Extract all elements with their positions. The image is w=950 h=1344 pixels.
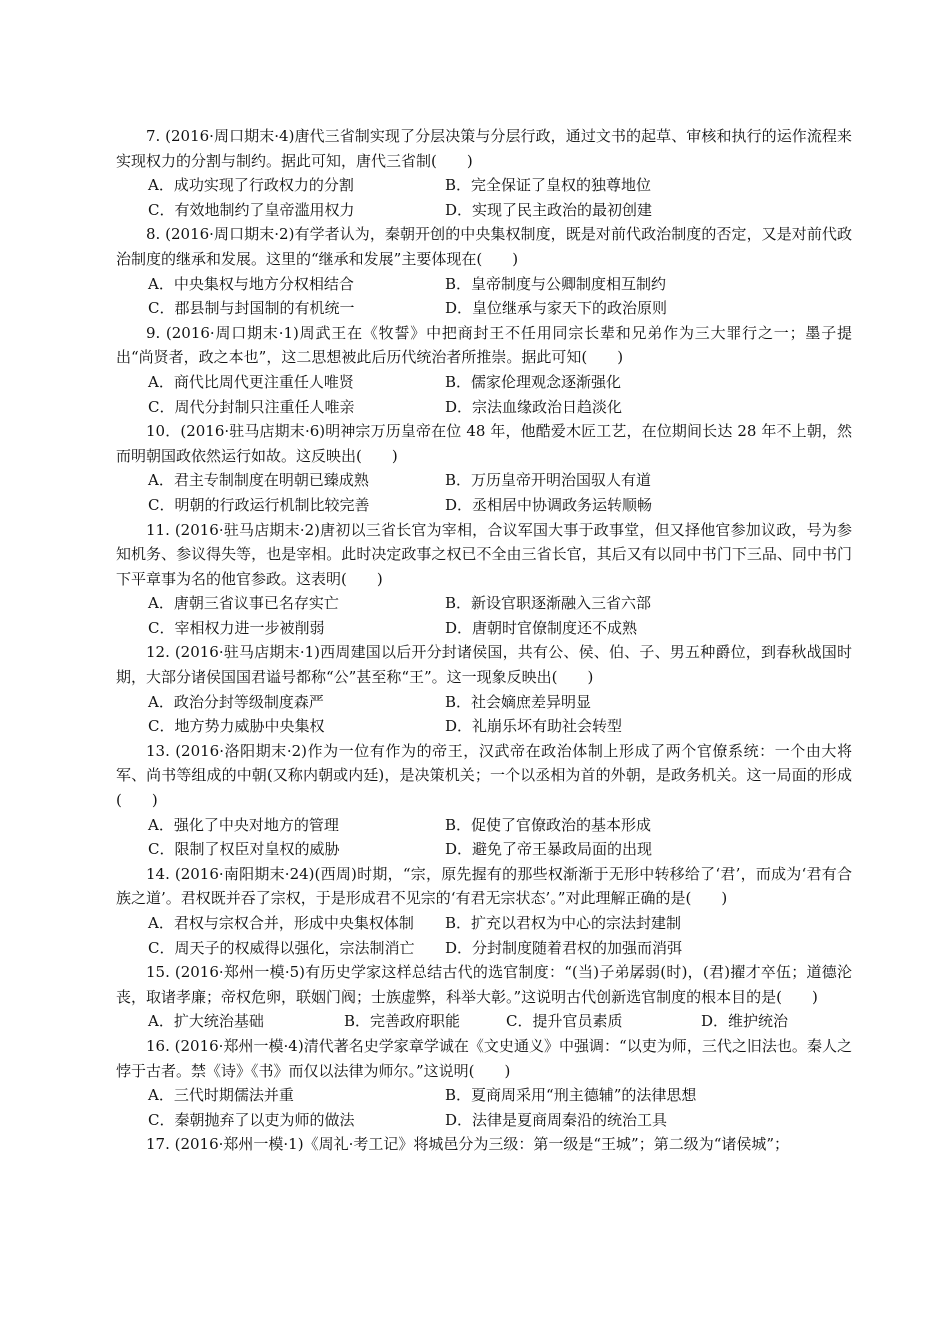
option-d: D．避免了帝王暴政局面的出现 xyxy=(445,840,653,859)
option-c: C．限制了权臣对皇权的威胁 xyxy=(148,840,340,859)
option-c: C．宰相权力进一步被削弱 xyxy=(148,618,325,637)
option-a: A．扩大统治基础 xyxy=(148,1012,264,1031)
option-b: B．夏商周采用“刑主德辅”的法律思想 xyxy=(445,1086,697,1105)
option-c: C．明朝的行政运行机制比较完善 xyxy=(148,495,370,514)
question-16 xyxy=(116,1034,852,1132)
option-a: A．唐朝三省议事已名存实亡 xyxy=(148,594,339,613)
question-11 xyxy=(116,518,852,641)
option-list xyxy=(116,1083,852,1132)
option-a: A．政治分封等级制度森严 xyxy=(148,692,324,711)
question-stem: 11. (2016·驻马店期末·2)唐初以三省长官为宰相，合议军国大事于政事堂，但又择他官参加议政，号为参知机务、参议得失等，也是宰相。此时决定政事之权已不全由三省长官，其后又有以同中书门下三品、同中书门下平章事为名的他官参政。这表明( ) xyxy=(116,520,852,588)
option-list xyxy=(116,591,852,640)
option-b: B．万历皇帝开明治国驭人有道 xyxy=(445,471,652,490)
option-a: A．君主专制制度在明朝已臻成熟 xyxy=(148,471,369,490)
option-d: D．礼崩乐坏有助社会转型 xyxy=(445,717,623,736)
question-stem: 12. (2016·驻马店期末·1)西周建国以后开分封诸侯国，共有公、侯、伯、子、男五种爵位，到春秋战国时期，大部分诸侯国国君谥号都称“公”甚至称“王”。这一现象反映出( ) xyxy=(116,643,852,687)
option-list xyxy=(116,911,852,960)
option-d: D．分封制度随着君权的加强而消弭 xyxy=(445,938,683,957)
option-c: C．周代分封制只注重任人唯亲 xyxy=(148,397,355,416)
option-a: A．君权与宗权合并，形成中央集权体制 xyxy=(148,914,414,932)
option-c: C．秦朝抛弃了以吏为师的做法 xyxy=(148,1110,355,1129)
option-d: D．丞相居中协调政务运转顺畅 xyxy=(445,495,653,514)
option-list xyxy=(116,690,852,739)
question-13 xyxy=(116,739,852,862)
option-d: D．唐朝时官僚制度还不成熟 xyxy=(445,618,638,637)
option-d: D．维护统治 xyxy=(701,1012,789,1031)
option-list xyxy=(116,173,852,222)
question-stem: 7. (2016·周口期末·4)唐代三省制实现了分层决策与分层行政，通过文书的起草、审核和执行的运作流程来实现权力的分割与制约。据此可知，唐代三省制( ) xyxy=(116,127,852,170)
question-14 xyxy=(116,862,852,960)
option-b: B．完全保证了皇权的独尊地位 xyxy=(445,176,652,195)
question-list xyxy=(116,124,852,1157)
option-c: C．有效地制约了皇帝滥用权力 xyxy=(148,200,355,219)
question-stem: 8. (2016·周口期末·2)有学者认为，秦朝开创的中央集权制度，既是对前代政治制度的否定，又是对前代政治制度的继承和发展。这里的“继承和发展”主要体现在( ) xyxy=(116,225,852,268)
option-a: A．中央集权与地方分权相结合 xyxy=(148,274,354,293)
option-d: D．宗法血缘政治日趋淡化 xyxy=(445,397,623,416)
option-list xyxy=(116,468,852,517)
question-stem: 9. (2016·周口期末·1)周武王在《牧誓》中把商封王不任用同宗长辈和兄弟作为三大罪行之一；墨子提出“尚贤者，政之本也”，这二思想被此后历代统治者所推崇。据此可知( ) xyxy=(116,323,852,367)
question-stem: 15. (2016·郑州一模·5)有历史学家这样总结古代的选官制度：“(当)子弟孱弱(时)，(君)擢才卒伍；道德沦丧，取诸孝廉；帝权危卵，联姻门阀；士族虚弊，科举大彰。”这说明古代创新选官制度的根本目的是( ) xyxy=(116,963,852,1006)
option-c: C．郡县制与封国制的有机统一 xyxy=(148,299,355,318)
question-15 xyxy=(116,960,852,1034)
option-list xyxy=(116,813,852,862)
option-list xyxy=(116,370,852,419)
option-a: A．三代时期儒法并重 xyxy=(148,1086,294,1105)
question-stem: 17. (2016·郑州一模·1)《周礼·考工记》将城邑分为三级：第一级是“王城”；第二级为“诸侯城”； xyxy=(146,1135,790,1154)
question-stem: 16. (2016·郑州一模·4)清代著名史学家章学诚在《文史通义》中强调：“以吏为师，三代之旧法也。秦人之悖于古者。禁《诗》《书》而仅以法律为师尔。”这说明( ) xyxy=(116,1036,852,1080)
option-b: B．完善政府职能 xyxy=(344,1012,461,1031)
option-b: B．扩充以君权为中心的宗法封建制 xyxy=(445,914,682,932)
option-a: A．强化了中央对地方的管理 xyxy=(148,815,339,834)
option-c: C．地方势力威胁中央集权 xyxy=(148,717,325,736)
option-d: D．皇位继承与家天下的政治原则 xyxy=(445,299,668,318)
question-12 xyxy=(116,640,852,738)
option-d: D．实现了民主政治的最初创建 xyxy=(445,200,653,219)
option-c: C．提升官员素质 xyxy=(506,1012,623,1031)
question-9 xyxy=(116,321,852,419)
option-d: D．法律是夏商周秦沿的统治工具 xyxy=(445,1110,668,1129)
option-c: C．周天子的权威得以强化，宗法制消亡 xyxy=(148,938,415,957)
question-7 xyxy=(116,124,852,222)
option-b: B．社会嫡庶差异明显 xyxy=(445,692,592,711)
option-b: B．新设官职逐渐融入三省六部 xyxy=(445,594,652,613)
option-b: B．皇帝制度与公卿制度相互制约 xyxy=(445,274,667,293)
question-stem: 10．(2016·驻马店期末·6)明神宗万历皇帝在位 48 年，他酷爱木匠工艺，在位期间长达 28 年不上朝，然而明朝国政依然运行如故。这反映出( ) xyxy=(116,422,852,465)
question-stem: 13. (2016·洛阳期末·2)作为一位有作为的帝王，汉武帝在政治体制上形成了两个官僚系统：一个由大将军、尚书等组成的中朝(又称内朝或内廷)，是决策机关；一个以丞相为首的外朝，是政务机关。这一局面的形成( ) xyxy=(116,741,852,810)
question-10 xyxy=(116,419,852,517)
option-a: A．成功实现了行政权力的分割 xyxy=(148,176,354,195)
option-b: B．促使了官僚政治的基本形成 xyxy=(445,815,652,834)
question-8 xyxy=(116,222,852,320)
option-list xyxy=(116,1009,852,1034)
option-b: B．儒家伦理观念逐渐强化 xyxy=(445,372,622,391)
option-list xyxy=(116,272,852,321)
question-stem: 14. (2016·南阳期末·24)(西周)时期，“宗，原先握有的那些权渐渐于无形中转移给了‘君’，而成为‘君有合族之道’。君权既并吞了宗权，于是形成君不见宗的‘有君无宗状态’。”对此理解正确的是( ) xyxy=(116,864,852,908)
option-a: A．商代比周代更注重任人唯贤 xyxy=(148,372,354,391)
question-17 xyxy=(116,1132,852,1157)
